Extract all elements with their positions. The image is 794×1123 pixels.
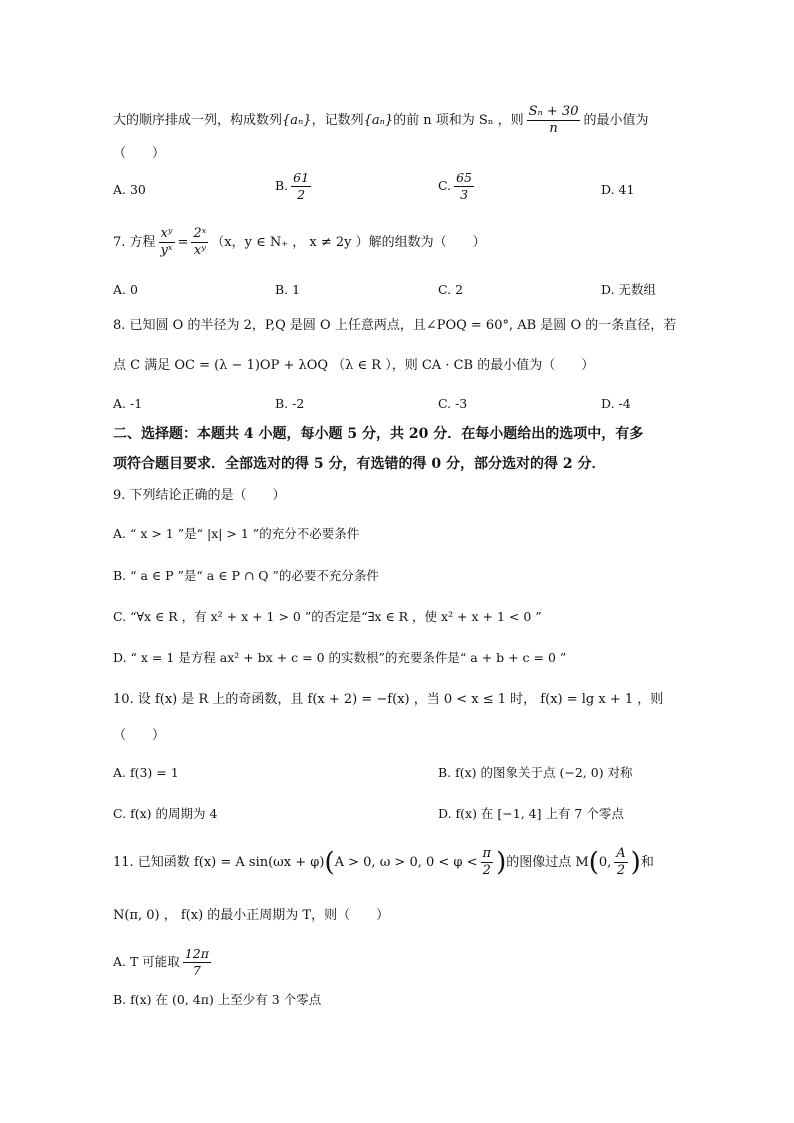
q9-option-d: D. “ x = 1 是方程 ax² + bx + c = 0 的实数根”的充要条件是“ a + b + c = 0 ” [113, 650, 567, 665]
q6-text-4: 的最小值为 [583, 113, 649, 128]
q6-text-1: 大的顺序排成一列，构成数列 [113, 113, 283, 128]
q6-paren: （ ） [113, 146, 166, 161]
q7-option-b: B. 1 [275, 282, 301, 297]
q7-text-post: （x，y ∈ N₊ ， x ≠ 2y ）解的组数为（ ） [211, 235, 486, 250]
q8-option-c: C. -3 [438, 396, 468, 411]
q10-option-d: D. f(x) 在 [−1, 4] 上有 7 个零点 [438, 806, 624, 821]
q10-paren: （ ） [113, 728, 166, 743]
q6-option-c-frac [454, 170, 474, 203]
q11-pt-rparen: ) [630, 847, 641, 878]
q8-line-2: 点 C 满足 OC = (λ − 1)OP + λOQ （λ ∈ R ），则 CA · CB 的最小值为（ ） [113, 358, 595, 373]
q7-stem [113, 226, 486, 259]
q6-option-b [275, 170, 314, 203]
q7-text-pre: 7. 方程 [113, 235, 156, 250]
q10-option-c: C. f(x) 的周期为 4 [113, 806, 218, 821]
q6-text-2: ，记数列 [311, 113, 364, 128]
q11-cond-frac [481, 846, 494, 879]
q7-option-c: C. 2 [438, 282, 464, 297]
q11-pt-lparen: ( [588, 847, 599, 878]
q7-lhs-num: xʸ [160, 226, 173, 241]
q11-pt-frac [614, 846, 627, 879]
q6-seq-1: {aₙ} [282, 113, 312, 128]
q6-option-c-num: 65 [456, 170, 472, 185]
q6-option-b-frac [291, 170, 311, 203]
q7-lhs-frac [159, 226, 175, 259]
q6-frac-den: n [549, 121, 558, 136]
q9-option-a: A. “ x > 1 ”是“ |x| > 1 ”的充分不必要条件 [113, 526, 360, 541]
q11-pt: 0, [598, 855, 612, 870]
q10-stem: 10. 设 f(x) 是 R 上的奇函数，且 f(x + 2) = −f(x) ，当 0 < x ≤ 1 时， f(x) = lg x + 1 ，则 [113, 692, 664, 707]
q11-option-a-num: 12π [184, 946, 209, 961]
q11-cond-den: 2 [482, 863, 491, 878]
q6-option-b-label: B. [275, 178, 289, 193]
q9-option-b: B. “ a ∈ P ”是“ a ∈ P ∩ Q ”的必要不充分条件 [113, 568, 379, 583]
section-2-heading-line-1: 二、选择题：本题共 4 小题，每小题 5 分，共 20 分．在每小题给出的选项中，有多 [113, 426, 644, 442]
q11-func: 11. 已知函数 f(x) = A sin(ωx + φ) [113, 855, 325, 870]
q7-equals: = [177, 235, 189, 250]
q6-fraction [527, 104, 581, 137]
q7-rhs-num: 2ˣ [193, 226, 207, 241]
q9-stem: 9. 下列结论正确的是（ ） [113, 488, 286, 503]
q6-option-a: A. 30 [113, 182, 146, 197]
q8-option-d: D. -4 [601, 396, 631, 411]
q7-rhs-den: xʸ [193, 243, 206, 258]
q11-rparen: ) [496, 847, 507, 878]
q9-option-c: C. “∀x ∈ R ，有 x² + x + 1 > 0 ”的否定是“∃x ∈ R ，使 x² + x + 1 < 0 ” [113, 609, 542, 624]
q11-line-2: N(π, 0) ， f(x) 的最小正周期为 T，则（ ） [113, 908, 390, 923]
q11-pt-den: 2 [616, 863, 626, 878]
q6-option-b-num: 61 [293, 170, 310, 185]
q6-stem [113, 104, 648, 137]
q8-option-b: B. -2 [275, 396, 305, 411]
q7-lhs-den: yˣ [160, 243, 173, 258]
q7-rhs-frac [191, 226, 208, 259]
q11-option-a-frac [183, 946, 211, 979]
q7-option-a: A. 0 [113, 282, 138, 297]
q11-stem [113, 846, 654, 879]
q11-lparen: ( [324, 847, 335, 878]
q6-option-c-den: 3 [460, 187, 469, 202]
q11-option-a-text: A. T 可能取 [113, 954, 180, 969]
q11-post: 和 [640, 855, 654, 870]
q6-seq-2: {aₙ} [363, 113, 394, 128]
q8-option-a: A. -1 [113, 396, 143, 411]
q11-cond-num: π [482, 846, 492, 861]
q8-line-1: 8. 已知圆 O 的半径为 2，P,Q 是圆 O 上任意两点，且∠POQ = 60°, AB 是圆 O 的一条直径，若 [113, 318, 677, 333]
q11-cond: A > 0, ω > 0, 0 < φ < [334, 855, 478, 870]
q10-option-a: A. f(3) = 1 [113, 765, 179, 780]
q10-option-b: B. f(x) 的图象关于点 (−2, 0) 对称 [438, 765, 633, 780]
section-2-heading-line-2: 项符合题目要求．全部选对的得 5 分，有选错的得 0 分，部分选对的得 2 分． [113, 456, 606, 472]
q11-option-a [113, 946, 214, 979]
q6-text-3: 的前 n 项和为 Sₙ ，则 [393, 113, 524, 128]
q6-option-b-den: 2 [297, 187, 306, 202]
q6-frac-num: Sₙ + 30 [528, 104, 579, 119]
q6-option-c-label: C. [438, 178, 452, 193]
q11-option-a-den: 7 [192, 963, 201, 978]
q11-pt-num: A [616, 846, 626, 861]
q11-option-b: B. f(x) 在 (0, 4π) 上至少有 3 个零点 [113, 992, 322, 1007]
q7-option-d: D. 无数组 [601, 282, 657, 297]
q11-mid: 的图像过点 M [506, 855, 589, 870]
q6-option-c [438, 170, 477, 203]
q6-option-d: D. 41 [601, 182, 635, 197]
